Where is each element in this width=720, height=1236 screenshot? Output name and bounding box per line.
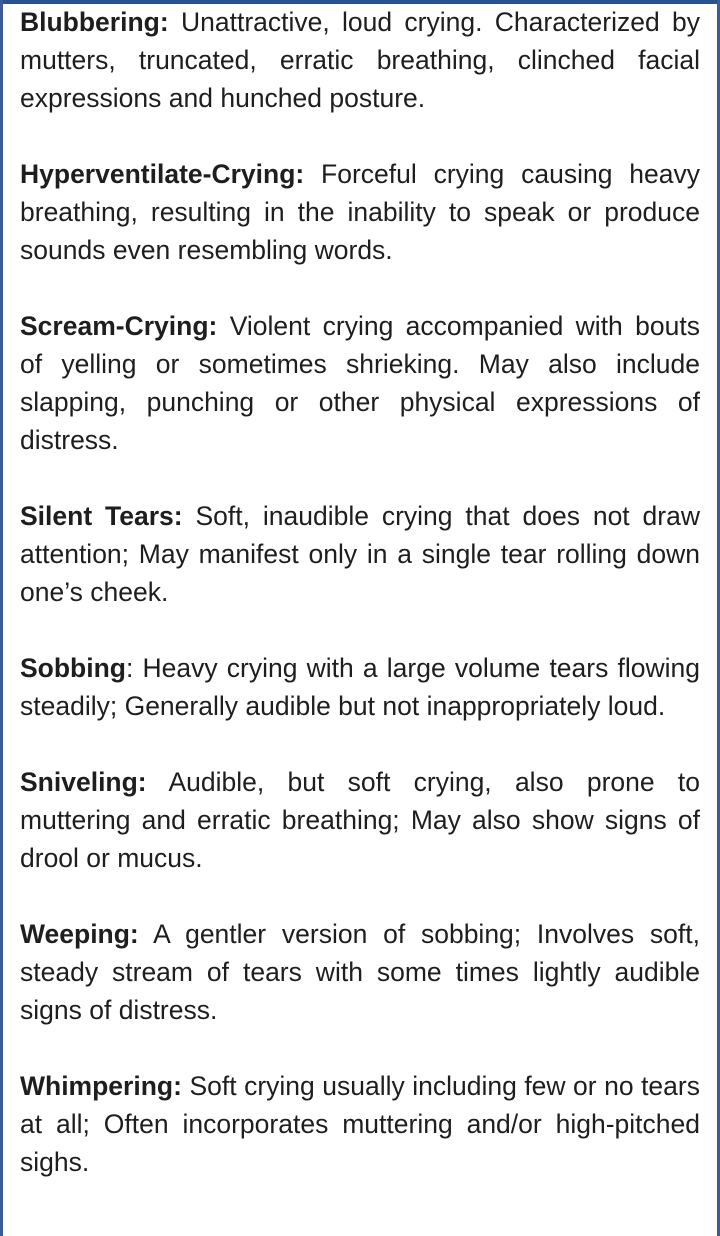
definition-entry-sniveling bbox=[20, 763, 700, 877]
definitions-list bbox=[20, 3, 700, 1219]
term: Blubbering: bbox=[20, 7, 169, 37]
left-border bbox=[0, 0, 3, 1236]
term: Weeping: bbox=[20, 919, 139, 949]
term: Scream-Crying: bbox=[20, 311, 218, 341]
definition-entry-silent-tears bbox=[20, 497, 700, 611]
definition-text: Forceful crying causing heavy breathing, resulting in the inability to speak or produce sounds even resembling words. bbox=[20, 159, 700, 265]
term: Whimpering: bbox=[20, 1071, 182, 1101]
definition-text: Unattractive, loud crying. Characterized by mutters, truncated, erratic breathing, clinched facial expressions and hunched posture. bbox=[20, 7, 700, 113]
term: Silent Tears: bbox=[20, 501, 183, 531]
definition-text: A gentler version of sobbing; Involves soft, steady stream of tears with some times lightly audible signs of distress. bbox=[20, 919, 700, 1025]
definition-entry-blubbering bbox=[20, 3, 700, 117]
definition-text: Soft crying usually including few or no tears at all; Often incorporates muttering and/or high-pitched sighs. bbox=[20, 1071, 700, 1177]
term: Sniveling: bbox=[20, 767, 147, 797]
term: Sobbing bbox=[20, 653, 126, 683]
definition-text: : Heavy crying with a large volume tears flowing steadily; Generally audible but not inappropriately loud. bbox=[20, 653, 700, 721]
term: Hyperventilate-Crying: bbox=[20, 159, 305, 189]
definition-entry-sobbing bbox=[20, 649, 700, 725]
definition-entry-weeping bbox=[20, 915, 700, 1029]
definition-text: Violent crying accompanied with bouts of yelling or sometimes shrieking. May also include slapping, punching or other physical expressions of distress. bbox=[20, 311, 700, 455]
definition-entry-hyperventilate-crying bbox=[20, 155, 700, 269]
definition-text: Audible, but soft crying, also prone to muttering and erratic breathing; May also show signs of drool or mucus. bbox=[20, 767, 700, 873]
definition-entry-scream-crying bbox=[20, 307, 700, 459]
definition-text: Soft, inaudible crying that does not draw attention; May manifest only in a single tear rolling down one’s cheek. bbox=[20, 501, 700, 607]
definition-entry-whimpering bbox=[20, 1067, 700, 1181]
